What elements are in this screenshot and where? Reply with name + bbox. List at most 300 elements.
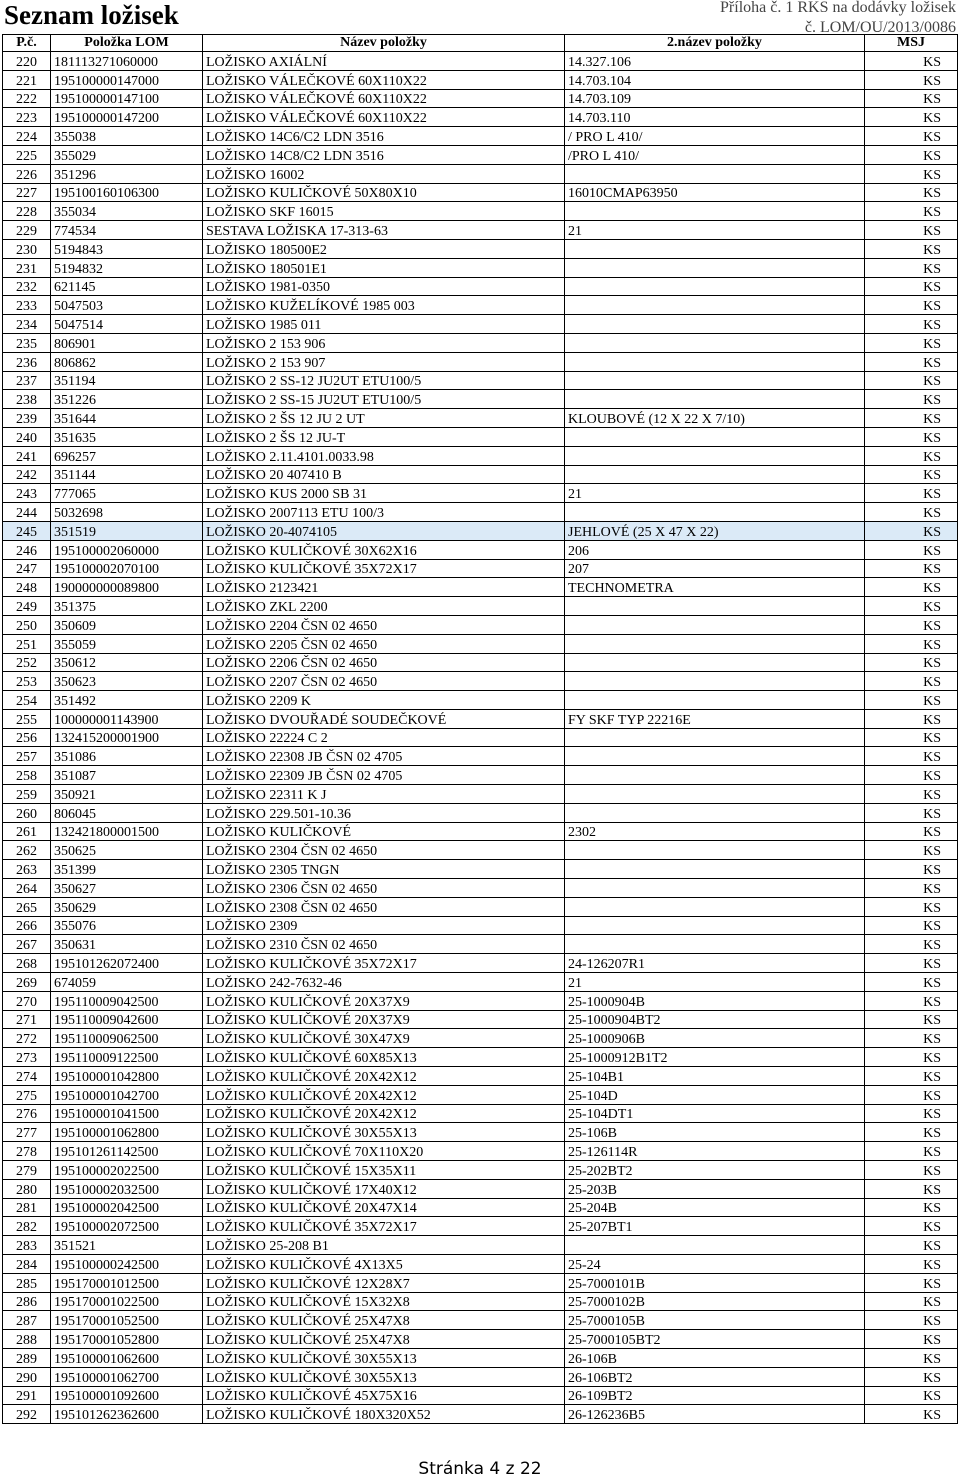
second-name [565, 691, 865, 710]
unit: KS [865, 352, 958, 371]
row-number: 234 [3, 315, 51, 334]
item-code: 195100002022500 [51, 1161, 203, 1180]
row-number: 235 [3, 333, 51, 352]
table-row [3, 578, 958, 597]
second-name: 25-24 [565, 1255, 865, 1274]
table-row [3, 747, 958, 766]
item-name: LOŽISKO KULIČKOVÉ 45X75X16 [203, 1386, 565, 1405]
item-code: 195110009042600 [51, 1010, 203, 1029]
item-code: 195170001052800 [51, 1330, 203, 1349]
row-number: 228 [3, 202, 51, 221]
column-header-number: P.č. [3, 35, 51, 52]
unit: KS [865, 897, 958, 916]
item-code: 355076 [51, 916, 203, 935]
item-code: 351519 [51, 521, 203, 540]
second-name [565, 503, 865, 522]
table-row [3, 822, 958, 841]
second-name [565, 202, 865, 221]
unit: KS [865, 503, 958, 522]
table-row [3, 1292, 958, 1311]
table-row [3, 258, 958, 277]
item-name: LOŽISKO KULIČKOVÉ 30X62X16 [203, 540, 565, 559]
unit: KS [865, 879, 958, 898]
table-row [3, 766, 958, 785]
table-row [3, 296, 958, 315]
item-name: LOŽISKO VÁLEČKOVÉ 60X110X22 [203, 108, 565, 127]
row-number: 272 [3, 1029, 51, 1048]
row-number: 280 [3, 1179, 51, 1198]
item-code: 195100001062800 [51, 1123, 203, 1142]
item-code: 351399 [51, 860, 203, 879]
item-code: 350921 [51, 785, 203, 804]
row-number: 281 [3, 1198, 51, 1217]
unit: KS [865, 484, 958, 503]
document-reference [720, 0, 956, 38]
unit: KS [865, 1386, 958, 1405]
row-number: 274 [3, 1067, 51, 1086]
unit: KS [865, 615, 958, 634]
table-row [3, 916, 958, 935]
item-code: 350623 [51, 672, 203, 691]
item-code: 774534 [51, 221, 203, 240]
item-name: LOŽISKO 1981-0350 [203, 277, 565, 296]
item-code: 351144 [51, 465, 203, 484]
row-number: 242 [3, 465, 51, 484]
item-name: LOŽISKO 2310 ČSN 02 4650 [203, 935, 565, 954]
second-name: 26-126236B5 [565, 1405, 865, 1424]
item-name: LOŽISKO 2 153 907 [203, 352, 565, 371]
second-name: 206 [565, 540, 865, 559]
second-name [565, 785, 865, 804]
second-name: 25-104DT1 [565, 1104, 865, 1123]
item-name: LOŽISKO 2204 ČSN 02 4650 [203, 615, 565, 634]
unit: KS [865, 653, 958, 672]
row-number: 231 [3, 258, 51, 277]
item-code: 195101261142500 [51, 1142, 203, 1161]
table-row [3, 145, 958, 164]
item-name: LOŽISKO 2 ŠS 12 JU 2 UT [203, 409, 565, 428]
unit: KS [865, 1348, 958, 1367]
second-name [565, 352, 865, 371]
second-name: 25-104D [565, 1085, 865, 1104]
item-code: 190000000089800 [51, 578, 203, 597]
table-row [3, 1067, 958, 1086]
unit: KS [865, 728, 958, 747]
item-code: 195110009122500 [51, 1048, 203, 1067]
row-number: 232 [3, 277, 51, 296]
page-footer: Stránka 4 z 22 [418, 1459, 542, 1479]
item-code: 132415200001900 [51, 728, 203, 747]
unit: KS [865, 315, 958, 334]
item-name: LOŽISKO KULIČKOVÉ 30X55X13 [203, 1367, 565, 1386]
item-name: LOŽISKO KULIČKOVÉ 30X47X9 [203, 1029, 565, 1048]
row-number: 220 [3, 52, 51, 71]
reference-line-1: Příloha č. 1 RKS na dodávky ložisek [720, 0, 956, 16]
second-name: 25-126114R [565, 1142, 865, 1161]
unit: KS [865, 766, 958, 785]
second-name: 14.703.109 [565, 89, 865, 108]
table-row [3, 1311, 958, 1330]
unit: KS [865, 427, 958, 446]
row-number: 252 [3, 653, 51, 672]
item-code: 806045 [51, 803, 203, 822]
row-number: 263 [3, 860, 51, 879]
table-row [3, 841, 958, 860]
table-row [3, 89, 958, 108]
table-row [3, 277, 958, 296]
item-name: LOŽISKO KULIČKOVÉ 35X72X17 [203, 1217, 565, 1236]
table-row [3, 183, 958, 202]
table-row [3, 484, 958, 503]
table-row [3, 371, 958, 390]
item-name: LOŽISKO KULIČKOVÉ 20X47X14 [203, 1198, 565, 1217]
row-number: 229 [3, 221, 51, 240]
item-name: LOŽISKO KULIČKOVÉ 4X13X5 [203, 1255, 565, 1274]
table-row [3, 503, 958, 522]
item-code: 195100000147100 [51, 89, 203, 108]
second-name [565, 164, 865, 183]
item-code: 5194832 [51, 258, 203, 277]
unit: KS [865, 860, 958, 879]
table-row [3, 409, 958, 428]
row-number: 278 [3, 1142, 51, 1161]
second-name: 207 [565, 559, 865, 578]
second-name: 16010CMAP63950 [565, 183, 865, 202]
item-name: LOŽISKO DVOUŘADÉ SOUDEČKOVÉ [203, 709, 565, 728]
item-code: 100000001143900 [51, 709, 203, 728]
second-name: JEHLOVÉ (25 X 47 X 22) [565, 521, 865, 540]
second-name [565, 296, 865, 315]
item-name: LOŽISKO KULIČKOVÉ 15X32X8 [203, 1292, 565, 1311]
item-name: LOŽISKO KULIČKOVÉ 25X47X8 [203, 1330, 565, 1349]
item-code: 195100002072500 [51, 1217, 203, 1236]
second-name [565, 916, 865, 935]
second-name [565, 897, 865, 916]
table-row [3, 1367, 958, 1386]
item-name: LOŽISKO KUŽELÍKOVÉ 1985 003 [203, 296, 565, 315]
item-code: 132421800001500 [51, 822, 203, 841]
unit: KS [865, 1179, 958, 1198]
item-name: LOŽISKO 25-208 B1 [203, 1236, 565, 1255]
unit: KS [865, 991, 958, 1010]
unit: KS [865, 1405, 958, 1424]
table-header-row [3, 35, 958, 52]
table-row [3, 427, 958, 446]
item-name: LOŽISKO KULIČKOVÉ 20X37X9 [203, 1010, 565, 1029]
item-code: 195100160106300 [51, 183, 203, 202]
row-number: 239 [3, 409, 51, 428]
second-name: 25-1000904BT2 [565, 1010, 865, 1029]
table-row [3, 1330, 958, 1349]
second-name: 25-7000101B [565, 1273, 865, 1292]
item-code: 350631 [51, 935, 203, 954]
unit: KS [865, 1236, 958, 1255]
item-name: LOŽISKO KULIČKOVÉ 20X42X12 [203, 1067, 565, 1086]
unit: KS [865, 446, 958, 465]
second-name: 26-109BT2 [565, 1386, 865, 1405]
table-row [3, 540, 958, 559]
row-number: 243 [3, 484, 51, 503]
unit: KS [865, 559, 958, 578]
unit: KS [865, 89, 958, 108]
row-number: 284 [3, 1255, 51, 1274]
unit: KS [865, 785, 958, 804]
item-code: 195100002070100 [51, 559, 203, 578]
item-name: SESTAVA LOŽISKA 17-313-63 [203, 221, 565, 240]
row-number: 249 [3, 597, 51, 616]
item-code: 195100001092600 [51, 1386, 203, 1405]
item-name: LOŽISKO KULIČKOVÉ 15X35X11 [203, 1161, 565, 1180]
second-name: FY SKF TYP 22216E [565, 709, 865, 728]
item-name: LOŽISKO 2123421 [203, 578, 565, 597]
row-number: 236 [3, 352, 51, 371]
item-name: LOŽISKO 20-4074105 [203, 521, 565, 540]
item-name: LOŽISKO KULIČKOVÉ 60X85X13 [203, 1048, 565, 1067]
item-name: LOŽISKO 180501E1 [203, 258, 565, 277]
table-row [3, 127, 958, 146]
item-name: LOŽISKO 2207 ČSN 02 4650 [203, 672, 565, 691]
row-number: 258 [3, 766, 51, 785]
table-row [3, 615, 958, 634]
item-name: LOŽISKO 229.501-10.36 [203, 803, 565, 822]
row-number: 265 [3, 897, 51, 916]
row-number: 241 [3, 446, 51, 465]
item-name: LOŽISKO KULIČKOVÉ [203, 822, 565, 841]
item-name: LOŽISKO 16002 [203, 164, 565, 183]
unit: KS [865, 1255, 958, 1274]
unit: KS [865, 239, 958, 258]
second-name: TECHNOMETRA [565, 578, 865, 597]
item-code: 195100001042800 [51, 1067, 203, 1086]
table-row [3, 1104, 958, 1123]
second-name [565, 803, 865, 822]
bearings-table [2, 34, 958, 1424]
row-number: 282 [3, 1217, 51, 1236]
second-name: 26-106BT2 [565, 1367, 865, 1386]
row-number: 285 [3, 1273, 51, 1292]
unit: KS [865, 296, 958, 315]
item-name: LOŽISKO KULIČKOVÉ 20X37X9 [203, 991, 565, 1010]
second-name [565, 239, 865, 258]
item-code: 351635 [51, 427, 203, 446]
item-code: 355029 [51, 145, 203, 164]
row-number: 270 [3, 991, 51, 1010]
table-row [3, 315, 958, 334]
second-name [565, 446, 865, 465]
item-name: LOŽISKO 2 ŠS 12 JU-T [203, 427, 565, 446]
row-number: 267 [3, 935, 51, 954]
item-name: LOŽISKO 2 SS-15 JU2UT ETU100/5 [203, 390, 565, 409]
item-name: LOŽISKO 2.11.4101.0033.98 [203, 446, 565, 465]
table-row [3, 333, 958, 352]
unit: KS [865, 634, 958, 653]
item-code: 195100002060000 [51, 540, 203, 559]
unit: KS [865, 164, 958, 183]
unit: KS [865, 145, 958, 164]
table-row [3, 728, 958, 747]
second-name [565, 841, 865, 860]
item-name: LOŽISKO 14C8/C2 LDN 3516 [203, 145, 565, 164]
item-name: LOŽISKO 2007113 ETU 100/3 [203, 503, 565, 522]
item-code: 351226 [51, 390, 203, 409]
unit: KS [865, 127, 958, 146]
unit: KS [865, 672, 958, 691]
unit: KS [865, 333, 958, 352]
unit: KS [865, 258, 958, 277]
second-name [565, 634, 865, 653]
table-row [3, 70, 958, 89]
table-row [3, 1179, 958, 1198]
item-name: LOŽISKO VÁLEČKOVÉ 60X110X22 [203, 89, 565, 108]
item-name: LOŽISKO KULIČKOVÉ 35X72X17 [203, 954, 565, 973]
item-code: 5032698 [51, 503, 203, 522]
item-name: LOŽISKO ZKL 2200 [203, 597, 565, 616]
unit: KS [865, 803, 958, 822]
item-code: 777065 [51, 484, 203, 503]
unit: KS [865, 1217, 958, 1236]
item-name: LOŽISKO 2309 [203, 916, 565, 935]
row-number: 266 [3, 916, 51, 935]
unit: KS [865, 935, 958, 954]
table-row [3, 1273, 958, 1292]
item-name: LOŽISKO KULIČKOVÉ 20X42X12 [203, 1104, 565, 1123]
second-name: 25-7000105BT2 [565, 1330, 865, 1349]
row-number: 275 [3, 1085, 51, 1104]
unit: KS [865, 183, 958, 202]
table-row [3, 672, 958, 691]
item-name: LOŽISKO VÁLEČKOVÉ 60X110X22 [203, 70, 565, 89]
table-row [3, 879, 958, 898]
row-number: 269 [3, 973, 51, 992]
row-number: 230 [3, 239, 51, 258]
table-row [3, 164, 958, 183]
second-name: 25-1000904B [565, 991, 865, 1010]
item-name: LOŽISKO 2306 ČSN 02 4650 [203, 879, 565, 898]
unit: KS [865, 841, 958, 860]
table-row [3, 446, 958, 465]
second-name [565, 615, 865, 634]
unit: KS [865, 1292, 958, 1311]
table-row [3, 973, 958, 992]
row-number: 251 [3, 634, 51, 653]
second-name: 25-207BT1 [565, 1217, 865, 1236]
row-number: 244 [3, 503, 51, 522]
table-row [3, 709, 958, 728]
row-number: 288 [3, 1330, 51, 1349]
table-row [3, 1217, 958, 1236]
unit: KS [865, 409, 958, 428]
item-code: 195100000147000 [51, 70, 203, 89]
item-code: 195101262362600 [51, 1405, 203, 1424]
item-code: 195100001062700 [51, 1367, 203, 1386]
row-number: 238 [3, 390, 51, 409]
item-code: 195100001042700 [51, 1085, 203, 1104]
second-name [565, 277, 865, 296]
item-code: 195170001052500 [51, 1311, 203, 1330]
row-number: 257 [3, 747, 51, 766]
item-code: 351194 [51, 371, 203, 390]
item-name: LOŽISKO KULIČKOVÉ 180X320X52 [203, 1405, 565, 1424]
unit: KS [865, 1048, 958, 1067]
item-code: 195170001022500 [51, 1292, 203, 1311]
table-row [3, 1085, 958, 1104]
row-number: 261 [3, 822, 51, 841]
second-name: 25-202BT2 [565, 1161, 865, 1180]
second-name: 25-204B [565, 1198, 865, 1217]
row-number: 289 [3, 1348, 51, 1367]
item-name: LOŽISKO 2209 K [203, 691, 565, 710]
row-number: 279 [3, 1161, 51, 1180]
item-name: LOŽISKO AXIÁLNÍ [203, 52, 565, 71]
unit: KS [865, 578, 958, 597]
second-name [565, 860, 865, 879]
row-number: 259 [3, 785, 51, 804]
table-row [3, 860, 958, 879]
item-name: LOŽISKO 20 407410 B [203, 465, 565, 484]
row-number: 240 [3, 427, 51, 446]
second-name [565, 315, 865, 334]
table-row [3, 1142, 958, 1161]
item-code: 195110009042500 [51, 991, 203, 1010]
item-code: 5047503 [51, 296, 203, 315]
second-name: 25-7000105B [565, 1311, 865, 1330]
item-name: LOŽISKO 2305 TNGN [203, 860, 565, 879]
item-code: 5047514 [51, 315, 203, 334]
second-name [565, 747, 865, 766]
item-name: LOŽISKO 2308 ČSN 02 4650 [203, 897, 565, 916]
unit: KS [865, 1142, 958, 1161]
second-name: 24-126207R1 [565, 954, 865, 973]
unit: KS [865, 954, 958, 973]
unit: KS [865, 747, 958, 766]
row-number: 222 [3, 89, 51, 108]
item-name: LOŽISKO KUS 2000 SB 31 [203, 484, 565, 503]
item-name: LOŽISKO KULIČKOVÉ 17X40X12 [203, 1179, 565, 1198]
second-name [565, 371, 865, 390]
second-name: 2302 [565, 822, 865, 841]
row-number: 233 [3, 296, 51, 315]
item-name: LOŽISKO 180500E2 [203, 239, 565, 258]
item-name: LOŽISKO KULIČKOVÉ 20X42X12 [203, 1085, 565, 1104]
column-header-unit: MSJ [865, 35, 958, 52]
unit: KS [865, 1010, 958, 1029]
unit: KS [865, 1161, 958, 1180]
second-name [565, 728, 865, 747]
table-row [3, 597, 958, 616]
second-name [565, 465, 865, 484]
unit: KS [865, 973, 958, 992]
table-row [3, 559, 958, 578]
item-name: LOŽISKO 22309 JB ČSN 02 4705 [203, 766, 565, 785]
unit: KS [865, 1104, 958, 1123]
table-row [3, 202, 958, 221]
row-number: 246 [3, 540, 51, 559]
second-name [565, 258, 865, 277]
table-row [3, 1123, 958, 1142]
second-name: 25-104B1 [565, 1067, 865, 1086]
row-number: 290 [3, 1367, 51, 1386]
unit: KS [865, 1067, 958, 1086]
row-number: 273 [3, 1048, 51, 1067]
unit: KS [865, 597, 958, 616]
row-number: 276 [3, 1104, 51, 1123]
item-code: 195100002032500 [51, 1179, 203, 1198]
row-number: 225 [3, 145, 51, 164]
unit: KS [865, 108, 958, 127]
item-code: 674059 [51, 973, 203, 992]
item-code: 350625 [51, 841, 203, 860]
item-code: 806862 [51, 352, 203, 371]
